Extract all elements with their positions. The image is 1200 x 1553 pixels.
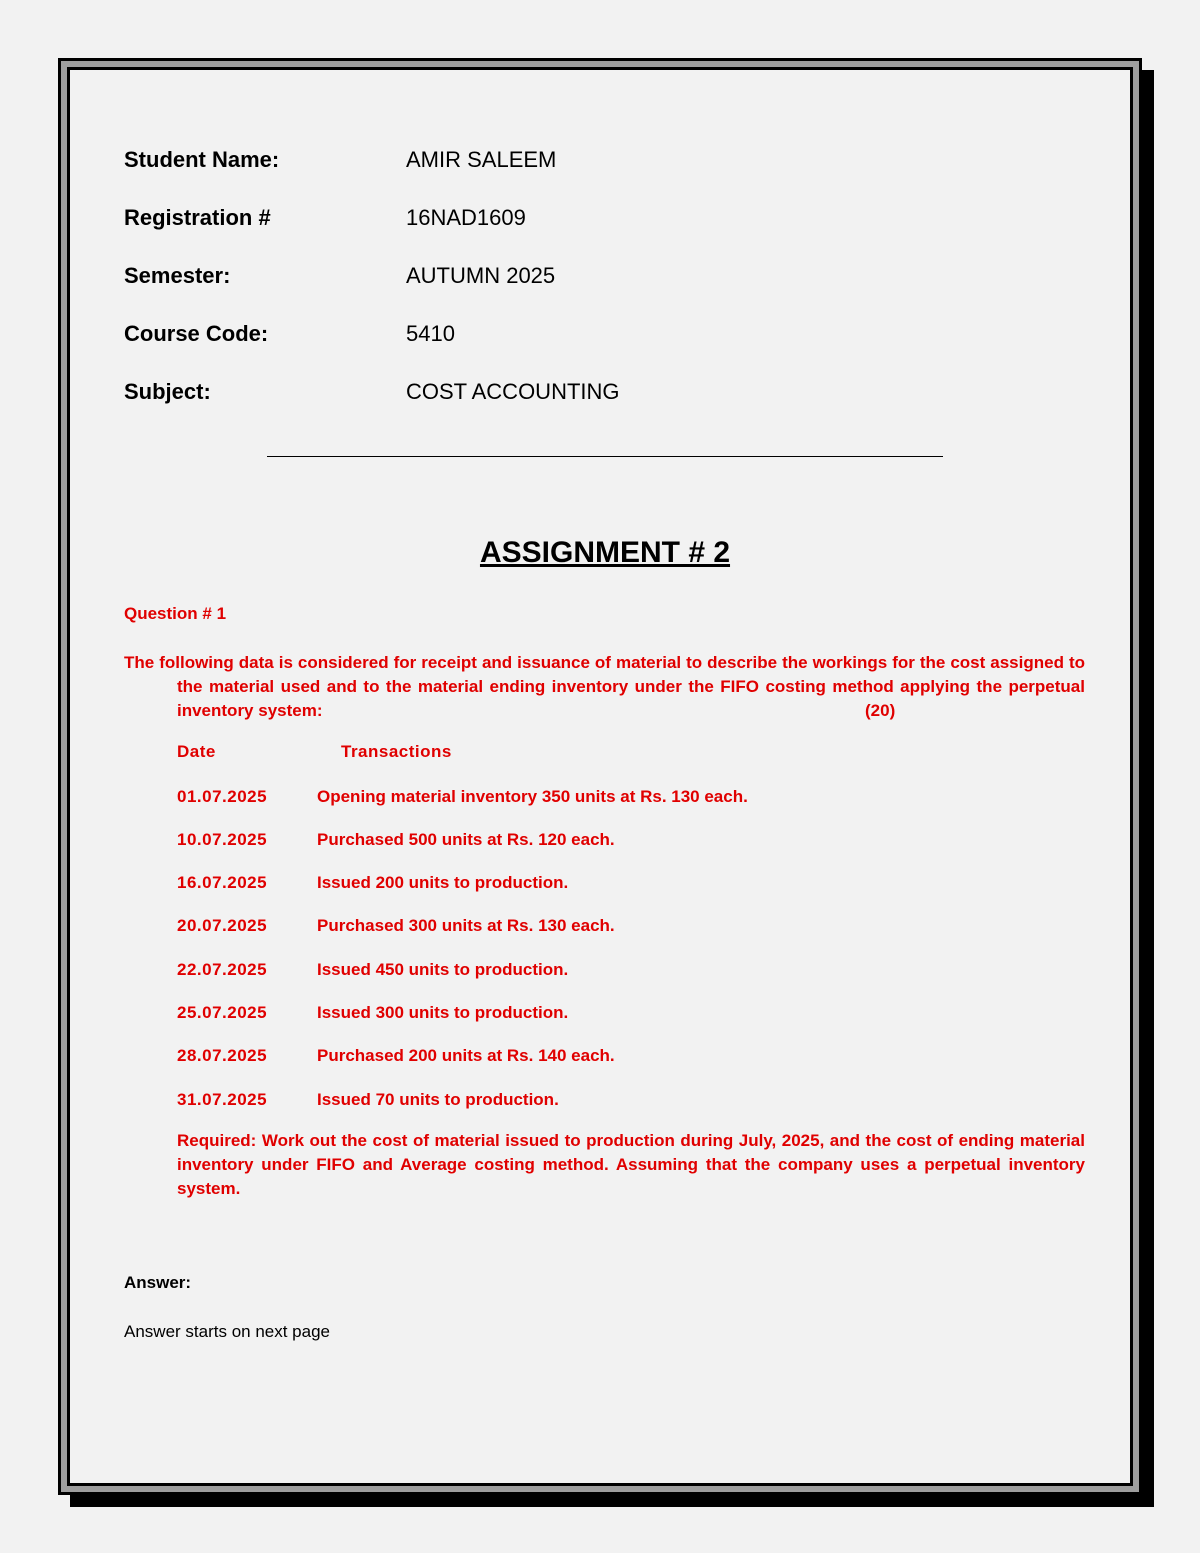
transaction-description: Issued 200 units to production. <box>317 873 569 892</box>
transaction-date: 31.07.2025 <box>177 1090 268 1109</box>
transaction-description: Issued 70 units to production. <box>317 1090 559 1109</box>
transaction-date: 10.07.2025 <box>177 830 268 849</box>
transaction-date: 16.07.2025 <box>177 873 268 892</box>
required-text: Required: Work out the cost of material issued to production during July, 2025, and the cost of ending material inventory under FIFO and Average costing method. Assuming that the company uses a perpetual inventory system. <box>177 1131 1085 1198</box>
semester-value: AUTUMN 2025 <box>406 263 556 288</box>
answer-label: Answer: <box>124 1273 192 1292</box>
column-header-transactions: Transactions <box>341 742 452 761</box>
question-marks: (20) <box>865 701 896 720</box>
transaction-description: Purchased 500 units at Rs. 120 each. <box>317 830 615 849</box>
subject-label: Subject: <box>124 379 211 404</box>
assignment-title: ASSIGNMENT # 2 <box>479 536 731 569</box>
course-code-value: 5410 <box>406 321 455 346</box>
subject-value: COST ACCOUNTING <box>406 379 620 404</box>
transaction-description: Opening material inventory 350 units at Rs. 130 each. <box>317 787 748 806</box>
divider-line <box>267 456 943 457</box>
student-name-label: Student Name: <box>124 147 280 172</box>
registration-value: 16NAD1609 <box>406 205 526 230</box>
transaction-description: Issued 300 units to production. <box>317 1003 569 1022</box>
transaction-date: 28.07.2025 <box>177 1046 268 1065</box>
column-header-date: Date <box>177 742 216 761</box>
student-name-value: AMIR SALEEM <box>406 147 557 172</box>
transaction-date: 20.07.2025 <box>177 916 268 935</box>
transaction-date: 01.07.2025 <box>177 787 268 806</box>
transaction-date: 22.07.2025 <box>177 960 268 979</box>
question-label: Question # 1 <box>124 604 227 623</box>
transaction-date: 25.07.2025 <box>177 1003 268 1022</box>
semester-label: Semester: <box>124 263 231 288</box>
transaction-description: Issued 450 units to production. <box>317 960 569 979</box>
registration-label: Registration # <box>124 205 271 230</box>
course-code-label: Course Code: <box>124 321 269 346</box>
question-text: The following data is considered for receipt and issuance of material to describe the workings for the cost assigned to the material used and to the material ending inventory under the FIFO costing method applying the perpetual inventory system: <box>124 653 1085 720</box>
transaction-description: Purchased 200 units at Rs. 140 each. <box>317 1046 615 1065</box>
transaction-description: Purchased 300 units at Rs. 130 each. <box>317 916 615 935</box>
answer-text: Answer starts on next page <box>124 1322 331 1341</box>
